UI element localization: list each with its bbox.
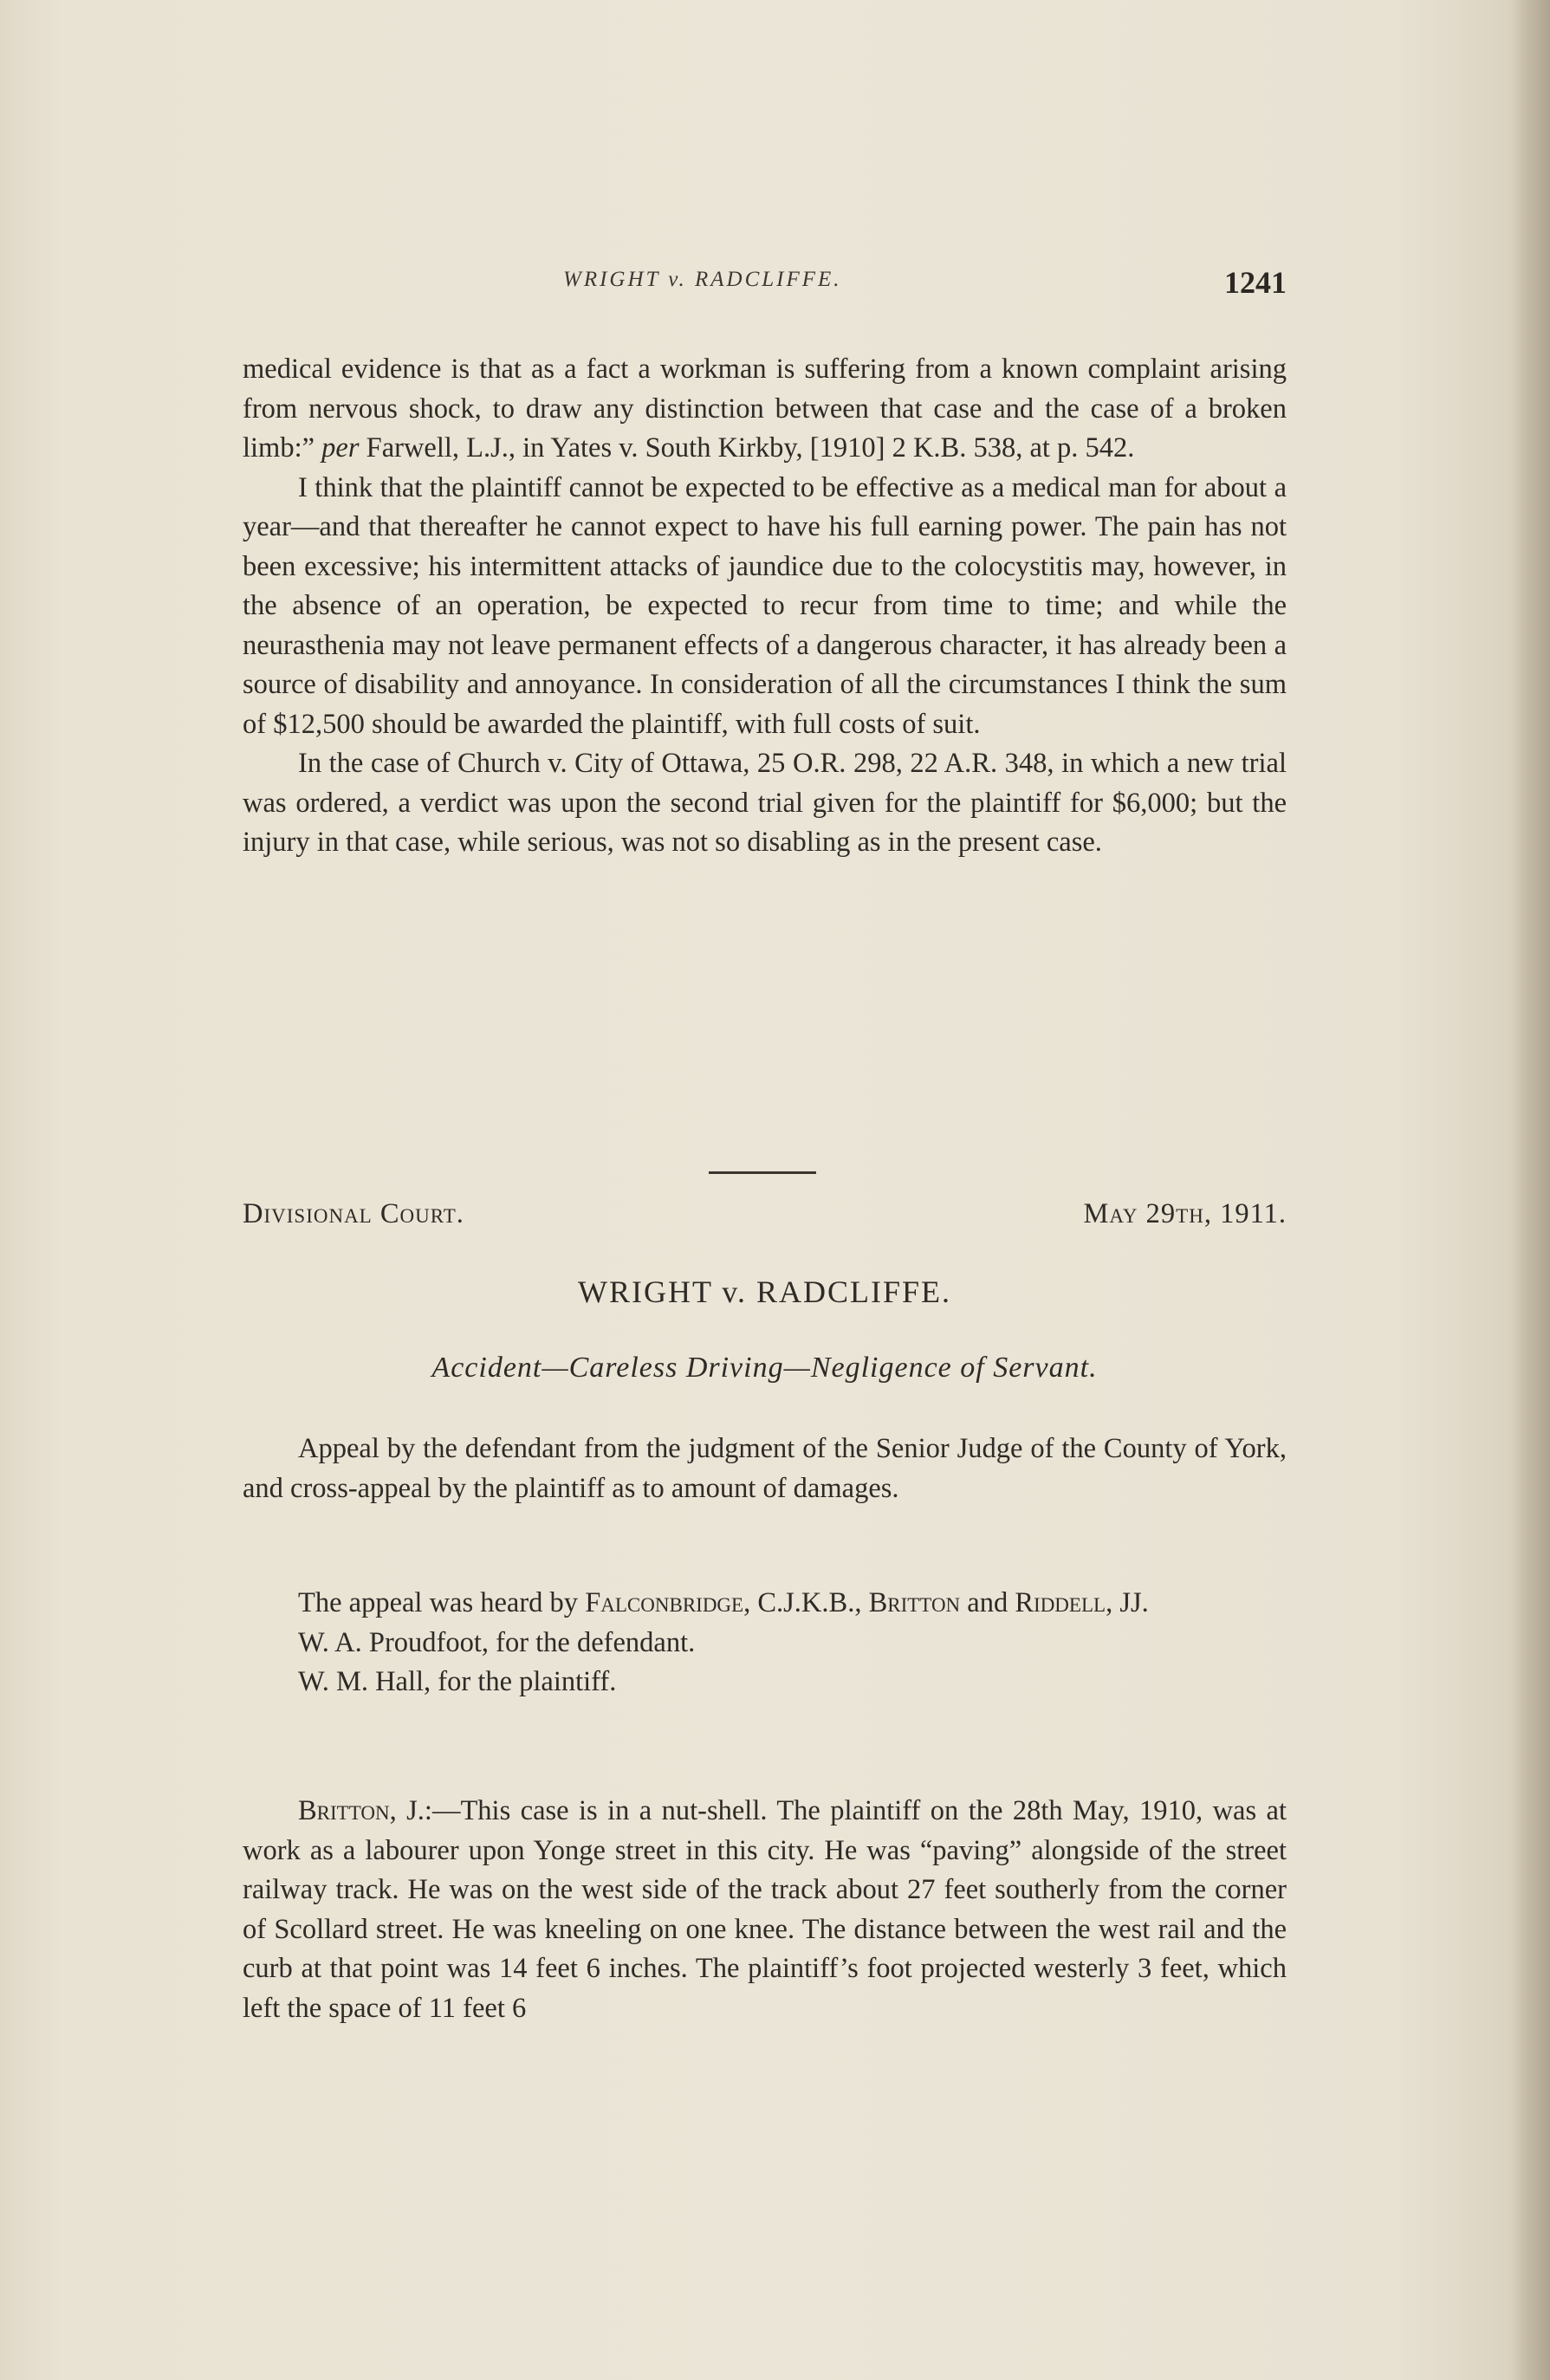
paragraph-continued [243,350,1287,469]
paragraph-text: medical evidence is that as a fact a workman is suffering from a known complaint arising from nervous shock, to draw any distinction between that case and the case of a broken limb:” [243,353,1287,464]
previous-case-text [243,350,1287,863]
hearing-intro: The appeal was heard by [298,1587,586,1618]
court-name: Divisional Court. [243,1198,464,1229]
judge-name: Riddell [1015,1587,1106,1618]
counsel-defendant: W. A. Proudfoot, for the defendant. [298,1626,696,1658]
paragraph-damages: I think that the plaintiff cannot be expected to be effective as a medical man for about a year—and that thereafter he cannot expect to have his full earning power. The pain has not been excessive; his intermittent attacks of jaundice due to the colocystitis may, however, in the absence of an operation, be expected to recur from time to time; and while the neurasthenia may not leave permanent effects of a dangerous character, it has already been a source of disability and annoyance. In consideration of all the circumstances I think the sum of $12,500 should be awarded the plaintiff, with full costs of suit. [243,471,1287,740]
judge-suffix: , J.:— [389,1795,461,1826]
page-header [243,264,1287,308]
judgment-paragraph [243,1792,1287,2028]
judge-name: Falconbridge [585,1587,744,1618]
page-number: 1241 [1224,265,1287,300]
conjunction: and [960,1587,1015,1618]
judges-suffix: , JJ. [1106,1587,1149,1618]
appeal-paragraph [243,1430,1287,1508]
court-line [243,1198,1287,1238]
judge-name: Britton [298,1795,390,1826]
citation-text: Farwell, L.J., in Yates v. South Kirkby, [1910] 2 K.B. 538, at p. 542. [359,432,1135,464]
judge-name: Britton [868,1587,961,1618]
page-edge-shadow [1510,0,1550,2380]
hearing-text [243,1584,1287,1624]
judgment-text [243,1792,1287,2028]
headnote: Accident—Careless Driving—Negligence of Servant. [431,1352,1098,1384]
judgment-body: This case is in a nut-shell. The plaintiff on the 28th May, 1910, was at work as a labourer upon Yonge street in this city. He was “paving” alongside of the street railway track. He was on the west side of the track about 27 feet southerly from the corner of Scollard street. He was kneeling on one knee. The distance between the west rail and the curb at that point was 14 feet 6 inches. The plaintiff’s foot projected westerly 3 feet, which left the space of 11 feet 6 [243,1795,1287,2024]
per-italic: per [321,432,360,464]
section-divider [709,1171,816,1174]
case-title: WRIGHT v. RADCLIFFE. [577,1274,951,1309]
appeal-text: Appeal by the defendant from the judgment of the Senior Judge of the County of York, and cross-appeal by the plaintiff as to amount of damages. [243,1433,1287,1504]
decision-date: May 29th, 1911. [1083,1198,1287,1229]
hearing-paragraph [243,1584,1287,1702]
counsel-plaintiff: W. M. Hall, for the plaintiff. [298,1666,617,1697]
running-title: WRIGHT v. RADCLIFFE. [563,268,842,291]
judge-title: , C.J.K.B., [743,1587,869,1618]
paragraph-comparison: In the case of Church v. City of Ottawa, 25 O.R. 298, 22 A.R. 348, in which a new trial was ordered, a verdict was upon the second trial given for the plaintiff for $6,000; but the injury in that case, while serious, was not so disabling as in the present case. [243,748,1287,858]
